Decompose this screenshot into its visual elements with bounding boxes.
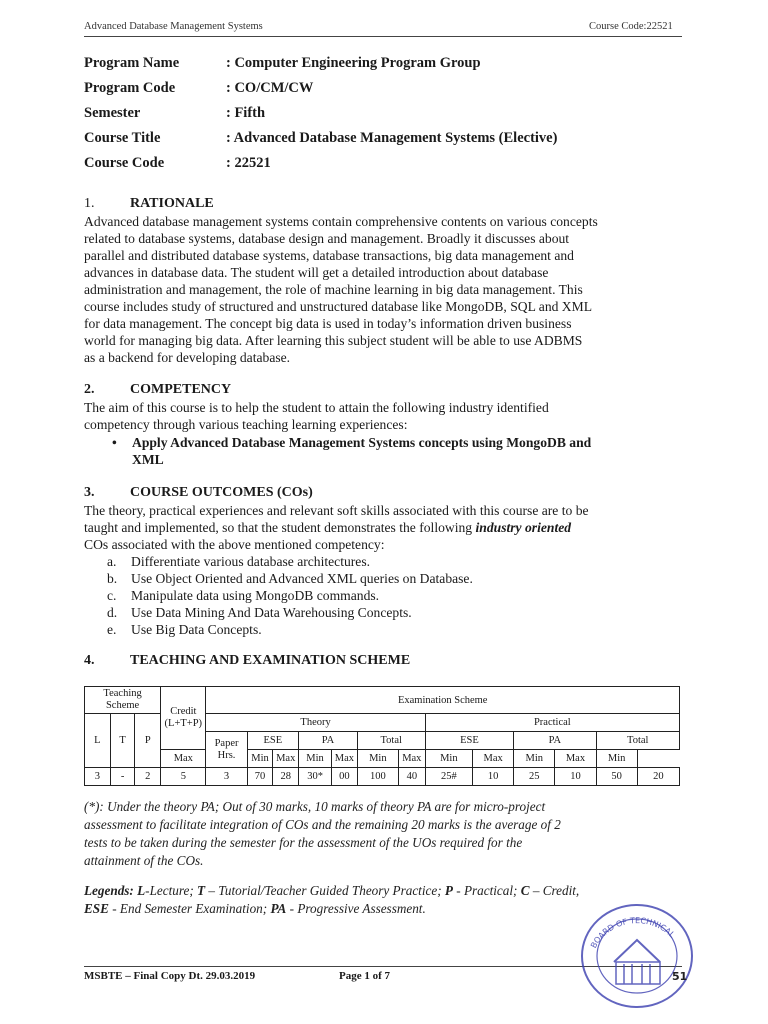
min-header: Min (425, 750, 472, 768)
practical-ese-header: ESE (425, 732, 514, 750)
text-line: administration and management, the role of machine learning in big data management. This (84, 282, 583, 297)
legend-text: – Credit, (529, 883, 580, 898)
examination-scheme-header: Examination Scheme (206, 687, 680, 714)
running-header-title: Advanced Database Management Systems (84, 21, 263, 32)
text-line: (*): Under the theory PA; Out of 30 marks, 10 marks of theory PA are for micro-project (84, 799, 546, 814)
text-line: tests to be taken during the semester for the assessment of the UOs required for the (84, 835, 523, 850)
meta-value-program-code: : CO/CM/CW (226, 80, 314, 96)
legend-text: – Tutorial/Teacher Guided Theory Practice; (205, 883, 445, 898)
outcomes-intro (84, 502, 680, 553)
min-header: Min (357, 750, 398, 768)
text-line: course includes study of structured and unstructured database like MongoDB, SQL and XML (84, 299, 593, 314)
list-item (107, 604, 473, 621)
seal-building-body (616, 962, 660, 984)
footer-copy-date: MSBTE – Final Copy Dt. 29.03.2019 (84, 970, 256, 982)
cell-theory-total-max: 100 (357, 768, 398, 786)
section-heading-teaching-scheme (84, 653, 410, 669)
max-header: Max (398, 750, 425, 768)
max-header: Max (555, 750, 596, 768)
text-line: advances in database data. The student will get a detailed introduction about database (84, 265, 549, 280)
credit-header: Credit (L+T+P) (161, 687, 206, 750)
text-line: parallel and distributed database systems, database transactions, big data management and (84, 248, 574, 263)
list-letter: a. (107, 554, 117, 569)
cell-theory-pa-min: 00 (332, 768, 358, 786)
section-heading-competency (84, 382, 231, 398)
cell-t: - (110, 768, 135, 786)
cell-theory-pa-max: 30* (299, 768, 332, 786)
list-text: Use Object Oriented and Advanced XML queries on Database. (131, 571, 473, 586)
text-line: assessment to facilitate integration of COs and the remaining 20 marks is the average of 2 (84, 817, 561, 832)
meta-label-program-name: Program Name (84, 55, 180, 71)
list-item (107, 570, 473, 587)
meta-label-program-code: Program Code (84, 80, 176, 96)
meta-label-semester: Semester (84, 105, 141, 121)
paper-hrs-header: Paper Hrs. (206, 732, 247, 768)
seal-text: BOARD OF TECHNICAL (589, 916, 677, 950)
section-title: COMPETENCY (130, 382, 232, 397)
legend-text: - Practical; (452, 883, 521, 898)
list-letter: e. (107, 622, 117, 637)
meta-label-course-code: Course Code (84, 155, 165, 171)
section-title: COURSE OUTCOMES (COs) (130, 485, 313, 500)
legend-key: T (197, 883, 206, 898)
cell-theory-total-min: 40 (398, 768, 425, 786)
max-header: Max (273, 750, 299, 768)
text-fragment: taught and implemented, so that the student demonstrates the following (84, 520, 476, 535)
text-line: The aim of this course is to help the student to attain the following industry identified (84, 400, 549, 415)
section-number: 2. (84, 382, 95, 397)
running-header-course-code: Course Code:22521 (589, 21, 673, 32)
text-line: Apply Advanced Database Management Systems concepts using MongoDB and (132, 435, 592, 450)
list-letter: d. (107, 605, 118, 620)
list-letter: b. (107, 571, 118, 586)
list-item (107, 587, 473, 604)
table-row (85, 768, 680, 786)
text-line: COs associated with the above mentioned competency: (84, 537, 385, 552)
practical-pa-header: PA (514, 732, 596, 750)
text-line: Advanced database management systems contain comprehensive contents on various concepts (84, 214, 598, 229)
legend-key: C (520, 883, 530, 898)
section-title: TEACHING AND EXAMINATION SCHEME (130, 653, 411, 668)
practical-total-header: Total (596, 732, 679, 750)
cell-practical-total-min: 20 (637, 768, 679, 786)
theory-ese-header: ESE (247, 732, 298, 750)
competency-bullet (132, 434, 692, 468)
legend-text: - End Semester Examination; (108, 901, 271, 916)
cell-practical-ese-max: 25# (425, 768, 472, 786)
footer-page-number: Page 1 of 7 (339, 970, 391, 982)
legend-key: ESE (84, 901, 109, 916)
cell-practical-pa-max: 25 (514, 768, 555, 786)
theory-pa-header: PA (299, 732, 358, 750)
cell-practical-pa-min: 10 (555, 768, 596, 786)
min-header: Min (299, 750, 332, 768)
legend-key: L (137, 883, 146, 898)
competency-paragraph (84, 399, 680, 433)
legend-key: PA (270, 901, 287, 916)
bullet-dot: • (112, 435, 117, 450)
min-header: Min (247, 750, 273, 768)
l-header: L (85, 714, 111, 768)
outcomes-list (107, 553, 473, 638)
theory-pa-note (84, 798, 680, 870)
legend-text: -Lecture; (145, 883, 198, 898)
min-header: Min (514, 750, 555, 768)
seal-number: 51 (672, 970, 688, 983)
text-line: attainment of the COs. (84, 853, 204, 868)
min-header: Min (596, 750, 637, 768)
section-number: 3. (84, 485, 95, 500)
emphasis-industry-oriented: industry oriented (475, 520, 572, 535)
list-text: Manipulate data using MongoDB commands. (131, 588, 380, 603)
cell-theory-ese-max: 70 (247, 768, 273, 786)
legend-label: Legends: (84, 883, 134, 898)
text-line: related to database systems, database design and management. Broadly it discusses about (84, 231, 570, 246)
text-line: The theory, practical experiences and relevant soft skills associated with this course are to be (84, 503, 589, 518)
list-text: Use Big Data Concepts. (131, 622, 262, 637)
text-line: XML (132, 452, 164, 467)
section-number: 4. (84, 653, 95, 668)
examination-scheme-table (84, 686, 680, 786)
cell-paper-hrs: 3 (206, 768, 247, 786)
section-heading-rationale (84, 196, 214, 212)
theory-header: Theory (206, 714, 425, 732)
rationale-paragraph (84, 213, 680, 366)
theory-total-header: Total (357, 732, 425, 750)
legend-text: - Progressive Assessment. (286, 901, 426, 916)
meta-label-course-title: Course Title (84, 130, 161, 146)
text-line: as a backend for developing database. (84, 350, 291, 365)
max-header: Max (161, 750, 206, 768)
seal-building-roof (614, 940, 660, 962)
section-number: 1. (84, 196, 95, 211)
meta-value-course-title: : Advanced Database Management Systems (Elective) (226, 130, 558, 146)
header-rule (84, 36, 682, 37)
section-title: RATIONALE (130, 196, 214, 211)
p-header: P (135, 714, 161, 768)
meta-value-semester: : Fifth (226, 105, 266, 121)
list-item (107, 621, 473, 638)
meta-value-program-name: : Computer Engineering Program Group (226, 55, 481, 71)
cell-theory-ese-min: 28 (273, 768, 299, 786)
text-line: competency through various teaching learning experiences: (84, 417, 408, 432)
section-heading-course-outcomes (84, 485, 313, 501)
list-text: Differentiate various database architectures. (131, 554, 371, 569)
meta-value-course-code: : 22521 (226, 155, 271, 171)
teaching-scheme-header: Teaching Scheme (85, 687, 161, 714)
list-letter: c. (107, 588, 117, 603)
cell-p: 2 (135, 768, 161, 786)
max-header: Max (332, 750, 358, 768)
cell-l: 3 (85, 768, 111, 786)
text-line: world for managing big data. After learning this subject student will be able to use ADBMS (84, 333, 583, 348)
list-text: Use Data Mining And Data Warehousing Concepts. (131, 605, 412, 620)
cell-practical-ese-min: 10 (473, 768, 514, 786)
t-header: T (110, 714, 135, 768)
practical-header: Practical (425, 714, 679, 732)
list-item (107, 553, 473, 570)
board-seal-stamp (578, 900, 696, 1010)
cell-practical-total-max: 50 (596, 768, 637, 786)
legend-key: P (444, 883, 453, 898)
cell-credit: 5 (161, 768, 206, 786)
text-line (84, 519, 680, 536)
text-line: for data management. The concept big data is used in today’s information driven business (84, 316, 572, 331)
max-header: Max (473, 750, 514, 768)
